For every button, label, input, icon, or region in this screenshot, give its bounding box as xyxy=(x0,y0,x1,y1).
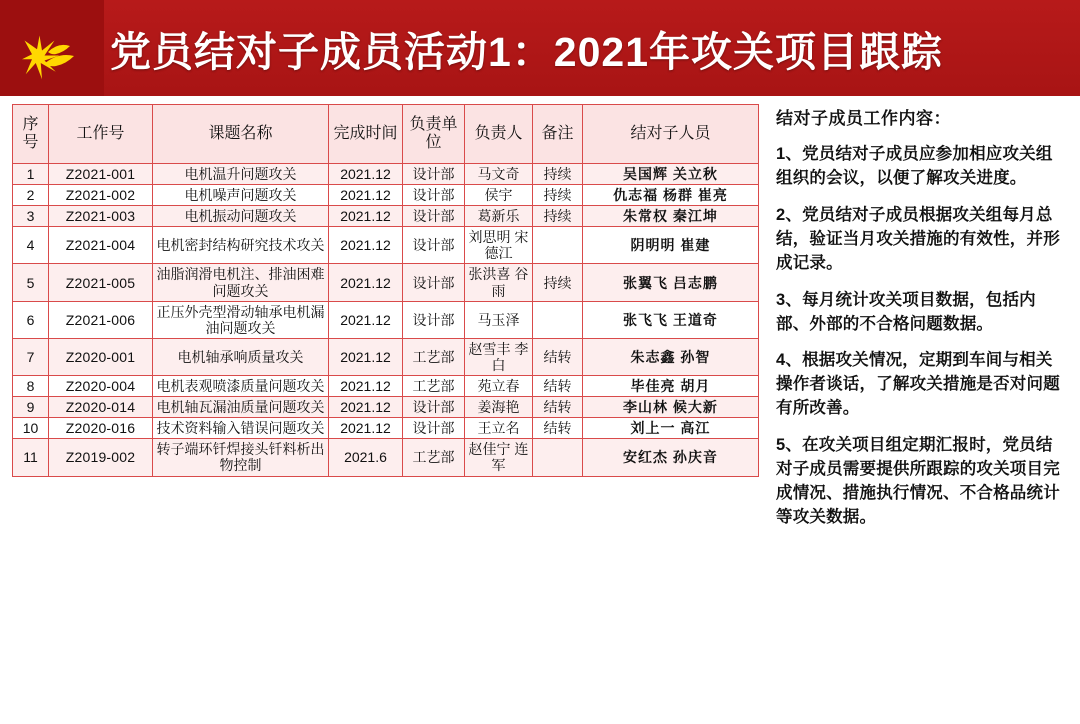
cell-pair: 李山林 候大新 xyxy=(583,397,759,418)
note-item-2: 2、党员结对子成员根据攻关组每月总结，验证当月攻关措施的有效性，并形成记录。 xyxy=(776,205,1060,272)
cell-index: 3 xyxy=(13,206,49,227)
cell-index: 11 xyxy=(13,439,49,476)
cell-note: 持续 xyxy=(533,206,583,227)
cell-owner: 苑立春 xyxy=(465,376,533,397)
table-row xyxy=(13,185,759,206)
cell-workno: Z2020-016 xyxy=(49,418,153,439)
cell-date: 2021.6 xyxy=(329,439,403,476)
cell-date: 2021.12 xyxy=(329,206,403,227)
cell-dept: 设计部 xyxy=(403,227,465,264)
cell-topic: 电机轴瓦漏油质量问题攻关 xyxy=(153,397,329,418)
cell-workno: Z2021-006 xyxy=(49,301,153,338)
cell-date: 2021.12 xyxy=(329,397,403,418)
cell-dept: 设计部 xyxy=(403,206,465,227)
cell-topic: 正压外壳型滑动轴承电机漏油问题攻关 xyxy=(153,301,329,338)
table-row xyxy=(13,206,759,227)
cell-dept: 设计部 xyxy=(403,164,465,185)
notes-panel xyxy=(758,104,1070,543)
cell-owner: 张洪喜 谷雨 xyxy=(465,264,533,301)
cell-workno: Z2021-003 xyxy=(49,206,153,227)
table-row xyxy=(13,397,759,418)
cell-note: 持续 xyxy=(533,164,583,185)
cell-topic: 电机表观喷漆质量问题攻关 xyxy=(153,376,329,397)
col-header-note: 备注 xyxy=(533,105,583,164)
cell-pair: 朱志鑫 孙智 xyxy=(583,338,759,375)
page-title: 党员结对子成员活动1：2021年攻关项目跟踪 xyxy=(110,28,944,75)
cell-topic: 电机噪声问题攻关 xyxy=(153,185,329,206)
cell-pair: 毕佳亮 胡月 xyxy=(583,376,759,397)
cell-pair: 张飞飞 王道奇 xyxy=(583,301,759,338)
cell-date: 2021.12 xyxy=(329,338,403,375)
cell-owner: 刘思明 宋德江 xyxy=(465,227,533,264)
cell-index: 4 xyxy=(13,227,49,264)
cell-note: 结转 xyxy=(533,338,583,375)
cell-dept: 设计部 xyxy=(403,301,465,338)
slide-body xyxy=(0,96,1080,724)
cell-topic: 电机振动问题攻关 xyxy=(153,206,329,227)
cell-dept: 设计部 xyxy=(403,264,465,301)
col-header-dept: 负责单位 xyxy=(403,105,465,164)
table-header-row xyxy=(13,105,759,164)
table-row xyxy=(13,418,759,439)
cell-dept: 工艺部 xyxy=(403,376,465,397)
cell-index: 10 xyxy=(13,418,49,439)
table-row xyxy=(13,301,759,338)
cell-note: 持续 xyxy=(533,185,583,206)
cell-index: 8 xyxy=(13,376,49,397)
cell-workno: Z2020-001 xyxy=(49,338,153,375)
cell-index: 2 xyxy=(13,185,49,206)
table-body xyxy=(13,164,759,477)
cell-date: 2021.12 xyxy=(329,376,403,397)
cell-workno: Z2021-005 xyxy=(49,264,153,301)
cell-date: 2021.12 xyxy=(329,264,403,301)
cell-topic: 转子端环钎焊接头钎料析出物控制 xyxy=(153,439,329,476)
cell-pair: 刘上一 高江 xyxy=(583,418,759,439)
cell-topic: 电机轴承响质量攻关 xyxy=(153,338,329,375)
ccp-emblem-icon xyxy=(0,0,104,96)
note-item-1: 1、党员结对子成员应参加相应攻关组组织的会议，以便了解攻关进度。 xyxy=(776,145,1053,187)
cell-date: 2021.12 xyxy=(329,301,403,338)
cell-pair: 张翼飞 吕志鹏 xyxy=(583,264,759,301)
cell-owner: 葛新乐 xyxy=(465,206,533,227)
col-header-pair: 结对子人员 xyxy=(583,105,759,164)
cell-owner: 马文奇 xyxy=(465,164,533,185)
cell-pair: 吴国辉 关立秋 xyxy=(583,164,759,185)
cell-pair: 安红杰 孙庆音 xyxy=(583,439,759,476)
cell-note: 结转 xyxy=(533,376,583,397)
cell-index: 1 xyxy=(13,164,49,185)
cell-owner: 王立名 xyxy=(465,418,533,439)
cell-topic: 技术资料输入错误问题攻关 xyxy=(153,418,329,439)
cell-note xyxy=(533,439,583,476)
table-row xyxy=(13,338,759,375)
col-header-workno: 工作号 xyxy=(49,105,153,164)
cell-note: 结转 xyxy=(533,397,583,418)
cell-pair: 仇志福 杨群 崔亮 xyxy=(583,185,759,206)
cell-index: 5 xyxy=(13,264,49,301)
cell-workno: Z2021-004 xyxy=(49,227,153,264)
col-header-index: 序号 xyxy=(13,105,49,164)
table-row xyxy=(13,439,759,476)
slide-header xyxy=(0,0,1080,96)
cell-dept: 设计部 xyxy=(403,185,465,206)
cell-note xyxy=(533,227,583,264)
cell-date: 2021.12 xyxy=(329,164,403,185)
note-item-4: 4、根据攻关情况，定期到车间与相关操作者谈话，了解攻关措施是否对问题有所改善。 xyxy=(776,351,1060,418)
cell-dept: 设计部 xyxy=(403,397,465,418)
cell-owner: 姜海艳 xyxy=(465,397,533,418)
col-header-topic: 课题名称 xyxy=(153,105,329,164)
cell-note: 持续 xyxy=(533,264,583,301)
cell-index: 7 xyxy=(13,338,49,375)
note-item-5: 5、在攻关项目组定期汇报时，党员结对子成员需要提供所跟踪的攻关项目完成情况、措施执行情况、不合格品统计等攻关数据。 xyxy=(776,436,1060,526)
cell-topic: 电机密封结构研究技术攻关 xyxy=(153,227,329,264)
cell-workno: Z2020-014 xyxy=(49,397,153,418)
cell-date: 2021.12 xyxy=(329,227,403,264)
cell-dept: 设计部 xyxy=(403,418,465,439)
col-header-date: 完成时间 xyxy=(329,105,403,164)
cell-owner: 马玉泽 xyxy=(465,301,533,338)
cell-index: 6 xyxy=(13,301,49,338)
cell-topic: 电机温升问题攻关 xyxy=(153,164,329,185)
note-item-3: 3、每月统计攻关项目数据，包括内部、外部的不合格问题数据。 xyxy=(776,290,1036,333)
cell-workno: Z2019-002 xyxy=(49,439,153,476)
cell-owner: 侯宇 xyxy=(465,185,533,206)
cell-date: 2021.12 xyxy=(329,418,403,439)
cell-dept: 工艺部 xyxy=(403,338,465,375)
cell-workno: Z2021-001 xyxy=(49,164,153,185)
cell-date: 2021.12 xyxy=(329,185,403,206)
cell-owner: 赵佳宁 连军 xyxy=(465,439,533,476)
table-row xyxy=(13,227,759,264)
cell-dept: 工艺部 xyxy=(403,439,465,476)
cell-pair: 朱常权 秦江坤 xyxy=(583,206,759,227)
cell-note: 结转 xyxy=(533,418,583,439)
table-row xyxy=(13,264,759,301)
cell-workno: Z2021-002 xyxy=(49,185,153,206)
cell-workno: Z2020-004 xyxy=(49,376,153,397)
table-row xyxy=(13,164,759,185)
table-row xyxy=(13,376,759,397)
cell-owner: 赵雪丰 李白 xyxy=(465,338,533,375)
project-table-wrap xyxy=(12,104,758,477)
cell-pair: 阴明明 崔建 xyxy=(583,227,759,264)
project-tracking-table xyxy=(12,104,759,477)
col-header-owner: 负责人 xyxy=(465,105,533,164)
notes-title: 结对子成员工作内容： xyxy=(776,109,951,128)
cell-index: 9 xyxy=(13,397,49,418)
cell-note xyxy=(533,301,583,338)
cell-topic: 油脂润滑电机注、排油困难问题攻关 xyxy=(153,264,329,301)
